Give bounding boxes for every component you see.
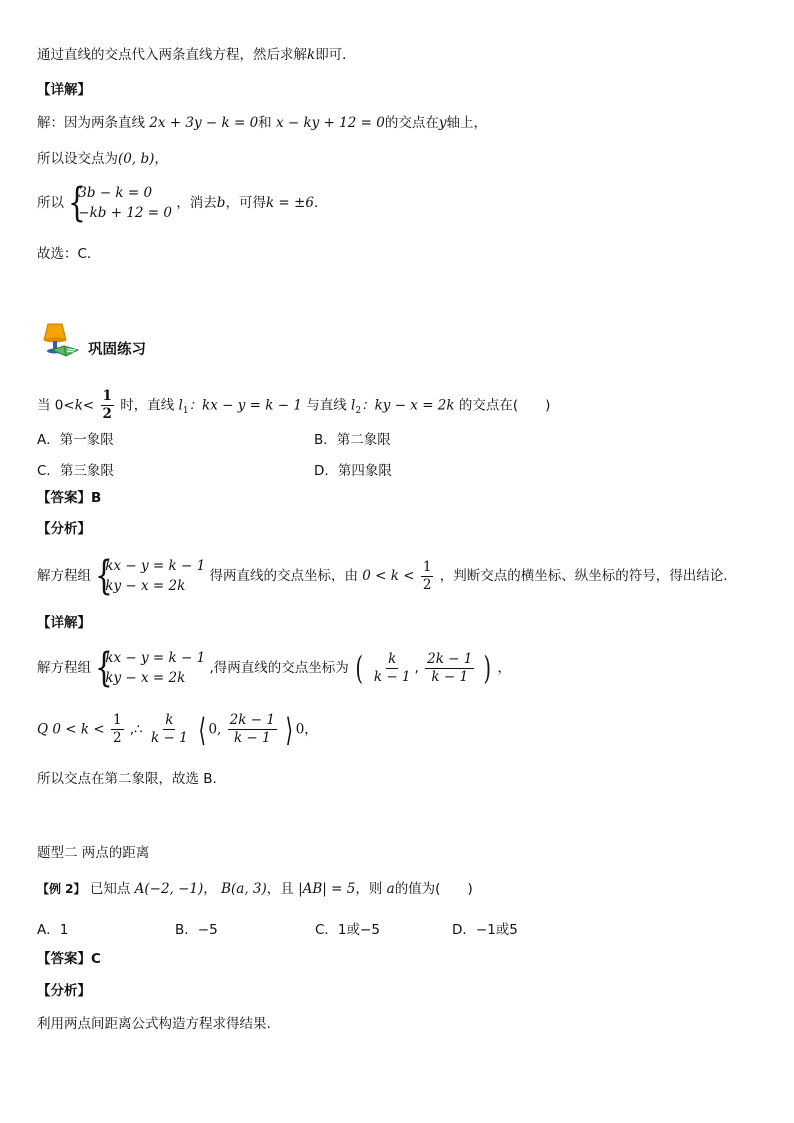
- choice-a: A．1: [37, 922, 69, 938]
- analysis-text: 利用两点间距离公式构造方程求得结果.: [37, 1016, 271, 1032]
- fraction: $\frac{2k - 1}{k - 1}$: [229, 712, 275, 746]
- fraction: $\frac{1}{2}$: [422, 558, 432, 593]
- equation-system: { kx − y = k − 1 ky − x = 2k: [95, 645, 206, 691]
- solution-text-line: 解：因为两条直线 2x + 3y − k = 0和 x − ky + 12 = 0的交点在y轴上，: [37, 115, 487, 131]
- section-title: 巩固练习: [88, 342, 146, 358]
- solution-text-line: 所以设交点为(0, b)，: [37, 151, 168, 167]
- detail-text: Q 0 < k < $\frac{1}{2}$ ,∴ $\frac{k}{k - 1}$ ⟨ 0, $\frac{2k - 1}{k - 1}$ ⟩ 0，: [37, 710, 318, 749]
- detail-text: 解方程组 { kx − y = k − 1 ky − x = 2k ,得两直线的交点坐标为 ( $\frac{k}{k - 1}$ , $\frac{2k - 1}{k - 1}$ ) ，: [37, 645, 511, 691]
- solution-equation-system: 所以 { 3b − k = 0 −kb + 12 = 0 ，消去b，可得k = ±6．: [37, 180, 328, 226]
- equation-system: { kx − y = k − 1 ky − x = 2k: [95, 553, 206, 599]
- analysis-heading: 【分析】: [37, 983, 91, 999]
- choice-b: B．第二象限: [314, 432, 391, 448]
- choice-c: C．第三象限: [37, 463, 114, 479]
- example-stem: 【例 2】 已知点 A(−2, −1)， B(a, 3)，且 |AB| = 5，则 a的值为( ): [37, 881, 473, 897]
- analysis-text: 解方程组 { kx − y = k − 1 ky − x = 2k 得两直线的交点坐标，由 0 < k < $\frac{1}{2}$ ，判断交点的横坐标、纵坐标的符号，得出结论.: [37, 553, 728, 599]
- fraction: $\frac{k}{k - 1}$: [373, 650, 411, 685]
- answer-heading: 【答案】C: [37, 951, 101, 967]
- equation-system: { 3b − k = 0 −kb + 12 = 0: [68, 180, 172, 226]
- choice-a: A．第一象限: [37, 432, 114, 448]
- solution-text-line: 通过直线的交点代入两条直线方程，然后求解k即可．: [37, 47, 356, 63]
- answer-heading: 【答案】B: [37, 490, 102, 506]
- detail-conclusion: 所以交点在第二象限，故选 B.: [37, 771, 217, 787]
- answer-choice-text: 故选：C．: [37, 246, 101, 262]
- choice-b: B．−5: [175, 922, 218, 938]
- analysis-heading: 【分析】: [37, 521, 91, 537]
- fraction: $\frac{k}{k - 1}$: [151, 712, 188, 746]
- question-stem: 当 0<k< $\frac{1}{2}$ 时，直线 $l_1$：kx − y = k − 1 与直线 $l_2$：ky − x = 2k 的交点在( ): [37, 388, 551, 422]
- choice-c: C．1或−5: [315, 922, 380, 938]
- detail-heading: 【详解】: [37, 615, 91, 631]
- fraction: $\frac{2k - 1}{k - 1}$: [427, 650, 473, 685]
- choice-d: D．−1或5: [452, 922, 518, 938]
- detail-heading: 【详解】: [37, 82, 91, 98]
- fraction: $\frac{1}{2}$: [102, 388, 112, 422]
- fraction: $\frac{1}{2}$: [112, 712, 122, 746]
- lamp-book-icon: [38, 320, 86, 362]
- choice-d: D．第四象限: [314, 463, 392, 479]
- type-heading: 题型二 两点的距离: [37, 845, 150, 861]
